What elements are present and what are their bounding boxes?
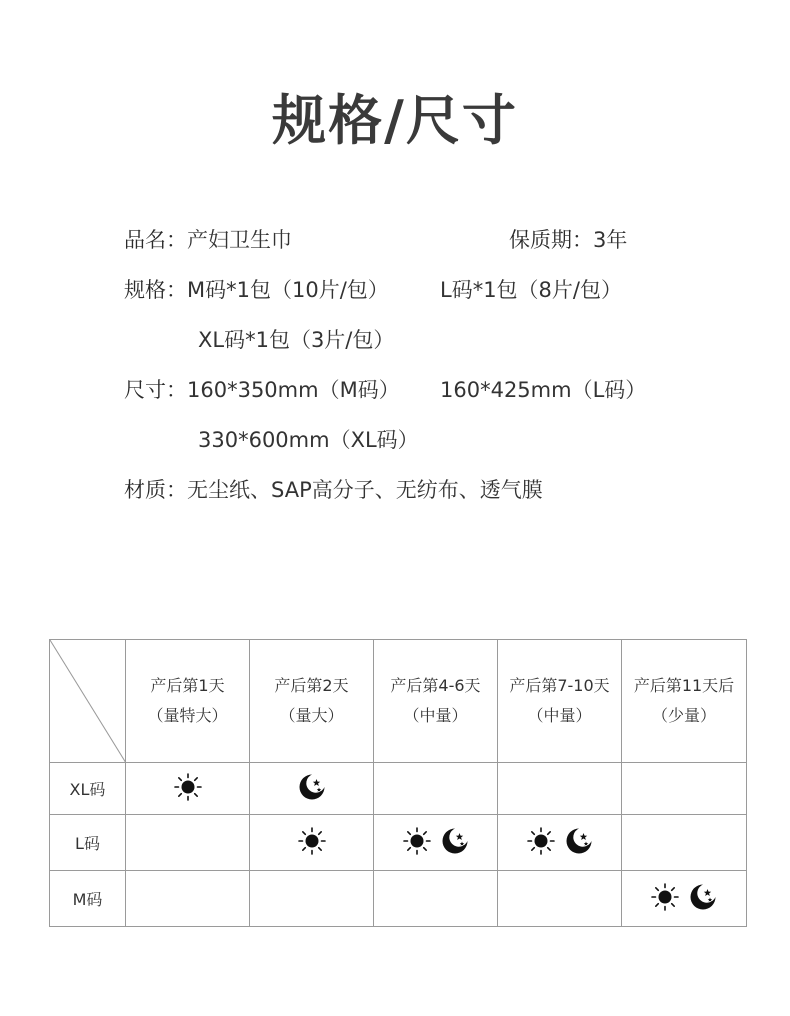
spec-value: M码*1包（10片/包） [187,278,389,302]
sun-icon [651,883,679,915]
spec-material [124,476,543,504]
header-flow: （中量） [527,706,592,725]
table-cell [374,815,498,871]
table-header-cell [126,640,250,763]
spec-value: L码*1包（8片/包） [440,278,622,302]
table-cell [126,763,250,815]
header-day: 产后第4-6天 [390,676,481,695]
spec-label: 规格： [124,278,187,302]
table-cell [622,815,747,871]
moon-icon [689,883,717,915]
spec-shelf-life [509,226,627,254]
spec-label: 品名： [124,228,187,252]
table-header-cell [622,640,747,763]
table-cell [126,871,250,927]
moon-icon [565,827,593,859]
header-flow: （量特大） [147,706,228,725]
header-flow: （量大） [279,706,344,725]
table-cell [126,815,250,871]
table-cell [250,871,374,927]
table-row [50,815,747,871]
header-day: 产后第1天 [150,676,225,695]
sun-icon [298,827,326,859]
table-header-row [50,640,747,763]
spec-label: 材质： [124,478,187,502]
table-cell [498,871,622,927]
spec-product-name [124,226,292,254]
spec-dimension [124,376,400,404]
spec-dimension-xl [198,426,419,454]
sun-icon [174,773,202,805]
spec-label: 尺寸： [124,378,187,402]
table-cell [622,871,747,927]
table-cell [374,763,498,815]
table-row [50,871,747,927]
header-flow: （中量） [403,706,468,725]
table-header-cell [374,640,498,763]
table-row [50,763,747,815]
table-cell [250,815,374,871]
usage-table [49,639,747,927]
table-cell [498,763,622,815]
spec-dimension-l [440,376,646,404]
spec-size-l [440,276,622,304]
table-corner-cell [50,640,126,763]
moon-icon [298,773,326,805]
header-flow: （少量） [651,706,716,725]
spec-label: 保质期： [509,228,593,252]
diagonal-line [50,640,126,763]
spec-size-xl [198,326,394,354]
row-label: M码 [50,871,126,927]
header-day: 产后第11天后 [633,676,735,695]
row-label: XL码 [50,763,126,815]
table-cell [250,763,374,815]
table-cell [498,815,622,871]
table-cell [374,871,498,927]
row-label: L码 [50,815,126,871]
spec-value: 330*600mm（XL码） [198,428,419,452]
header-day: 产后第2天 [274,676,349,695]
sun-icon [403,827,431,859]
table-cell [622,763,747,815]
sun-icon [527,827,555,859]
table-header-cell [250,640,374,763]
spec-value: 产妇卫生巾 [187,228,292,252]
table-header-cell [498,640,622,763]
page-title: 规格/尺寸 [272,89,518,152]
moon-icon [441,827,469,859]
spec-value: 160*350mm（M码） [187,378,400,402]
spec-value: 无尘纸、SAP高分子、无纺布、透气膜 [187,478,543,502]
spec-value: 160*425mm（L码） [440,378,647,402]
header-day: 产后第7-10天 [509,676,610,695]
spec-value: 3年 [593,228,628,252]
spec-size [124,276,389,304]
spec-value: XL码*1包（3片/包） [198,328,395,352]
